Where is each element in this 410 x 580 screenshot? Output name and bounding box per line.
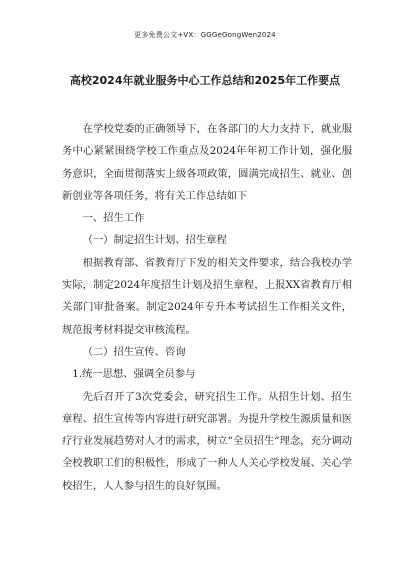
header-note: 更多免费公文+VX：GGGeGongWen2024	[134, 31, 276, 39]
document-title: 高校2024年就业服务中心工作总结和2025年工作要点	[69, 74, 341, 87]
plan-paragraph: 根据教育部、省教育厅下发的相关文件要求，结合我校办学实际，制定2024年度招生计划及招生章程，上报XX省教育厅相关部门审批备案。制定2024年专升本考试招生工作相关文件，规范报考材料提交审核流程。	[62, 256, 352, 336]
section-heading-recruitment: 一、招生工作	[82, 212, 145, 225]
item-heading-unify: 1.统一思想、强调全员参与	[72, 368, 196, 381]
intro-paragraph: 在学校党委的正确领导下，在各部门的大力支持下，就业服务中心紧紧围绕学校工作重点及2024年年初工作计划，强化服务意识，全面贯彻落实上级各项政策，圆满完成招生、就业、创新创业等各项任务，将有关工作总结如下	[62, 123, 352, 202]
subsection-heading-plan: （一）制定招生计划、招生章程	[82, 234, 227, 247]
unify-paragraph: 先后召开了3次党委会，研究招生工作。从招生计划、招生章程、招生宣传等内容进行研究部署。为提升学校生源质量和医疗行业发展趋势对人才的需求，树立“全员招生”理念，充分调动全校教职工们的积极性，形成了一种人人关心学校发展、关心学校招生，人人参与招生的良好氛围。	[62, 390, 352, 492]
document-body	[62, 118, 352, 497]
subsection-heading-publicity: （二）招生宣传、咨询	[82, 345, 186, 358]
